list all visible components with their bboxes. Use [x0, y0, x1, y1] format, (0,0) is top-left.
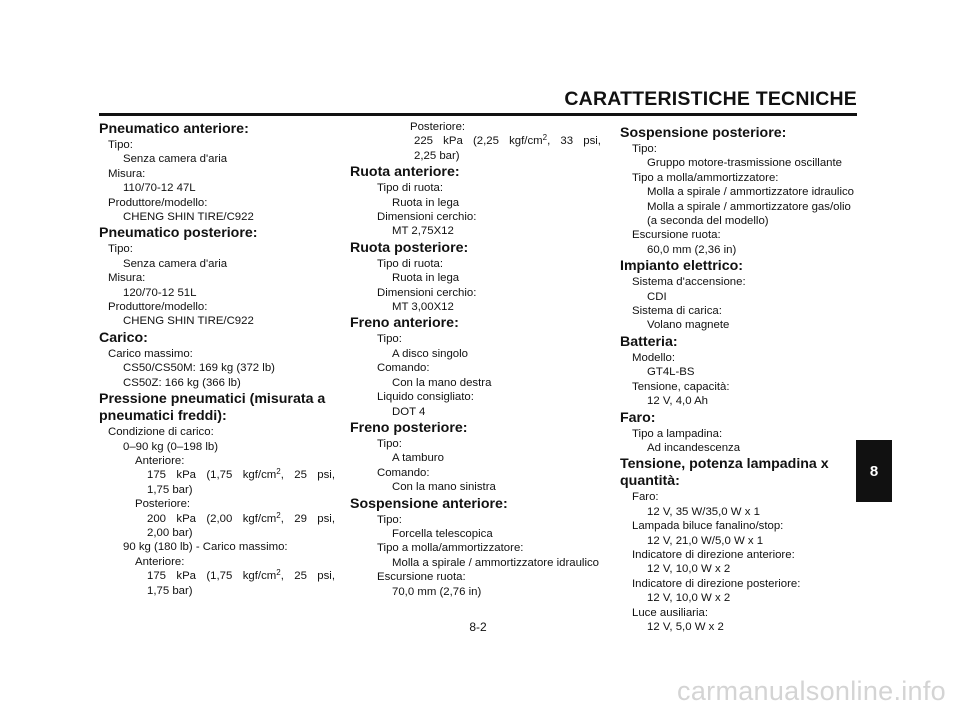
- header-rule: [99, 113, 857, 116]
- spec-value: 1,75 bar): [147, 483, 193, 496]
- spec-label: Tipo:: [377, 437, 402, 450]
- spec-label: Sistema di carica:: [632, 305, 722, 318]
- pressure-value: (1,75: [206, 469, 233, 482]
- section-heading-continued: quantità:: [620, 473, 680, 490]
- spec-label: Tipo di ruota:: [377, 257, 444, 270]
- pressure-value: (2,25: [472, 135, 499, 148]
- pressure-row: [99, 468, 349, 482]
- spec-label: Tipo:: [377, 333, 402, 346]
- section-heading: Pressione pneumatici (misurata a: [99, 391, 326, 408]
- superscript: 2: [276, 510, 281, 520]
- spec-label: Carico massimo:: [108, 347, 193, 360]
- spec-value: CHENG SHIN TIRE/C922: [123, 211, 254, 224]
- chapter-number: 8: [869, 462, 879, 480]
- spec-value: Forcella telescopica: [392, 527, 493, 540]
- spec-value: Con la mano sinistra: [392, 481, 496, 494]
- pressure-unit: kgf/cm: [242, 512, 277, 525]
- spec-value: 12 V, 10,0 W x 2: [647, 563, 731, 576]
- spec-label: Indicatore di direzione posteriore:: [632, 577, 801, 590]
- spec-label: Misura:: [108, 272, 146, 285]
- spec-value: CS50Z: 166 kg (366 lb): [123, 376, 241, 389]
- superscript: 2: [276, 467, 281, 477]
- pressure-unit: kgf/cm: [509, 135, 543, 148]
- spec-value: MT 3,00X12: [392, 301, 454, 314]
- spec-label: Escursione ruota:: [632, 229, 721, 242]
- spec-value: GT4L-BS: [647, 366, 695, 379]
- spec-value: Senza camera d'aria: [123, 257, 228, 270]
- spec-value: A tamburo: [392, 452, 444, 465]
- spec-value: 60,0 mm (2,36 in): [647, 243, 737, 256]
- spec-label: Misura:: [108, 167, 146, 180]
- pressure-row: [99, 512, 349, 526]
- section-heading: Freno anteriore:: [350, 315, 459, 332]
- section-heading: Tensione, potenza lampadina x: [620, 456, 829, 473]
- spec-label: Tipo di ruota:: [377, 182, 444, 195]
- pressure-value: 175: [147, 469, 167, 482]
- spec-value: (a seconda del modello): [647, 215, 769, 228]
- superscript: 2: [542, 133, 548, 143]
- spec-label: Tipo:: [108, 139, 133, 151]
- separator: ,: [280, 512, 284, 525]
- spec-value: 12 V, 21,0 W/5,0 W x 1: [647, 534, 764, 547]
- pressure-unit: kPa: [176, 570, 197, 583]
- section-heading: Faro:: [620, 409, 656, 426]
- spec-label: Faro:: [632, 491, 659, 504]
- page-title: CARATTERISTICHE TECNICHE: [564, 88, 857, 110]
- pressure-row: [350, 134, 600, 148]
- section-heading: Carico:: [99, 329, 148, 346]
- page-number: 8-2: [469, 620, 487, 634]
- pressure-unit: kgf/cm: [242, 469, 277, 482]
- pressure-value: 25: [294, 469, 307, 482]
- section-heading: Ruota posteriore:: [350, 239, 469, 256]
- spec-label: Comando:: [377, 362, 430, 375]
- spec-label: Escursione ruota:: [377, 571, 466, 584]
- spec-label: Tipo:: [632, 143, 657, 155]
- spec-value: 12 V, 35 W/35,0 W x 1: [647, 505, 760, 518]
- spec-label: Lampada biluce fanalino/stop:: [632, 520, 784, 533]
- spec-label: Produttore/modello:: [108, 196, 208, 209]
- spec-label: Liquido consigliato:: [377, 391, 474, 404]
- spec-column-3: [620, 124, 870, 634]
- spec-value: 110/70-12 47L: [123, 182, 196, 195]
- pressure-value: 29: [294, 512, 307, 525]
- spec-label: Indicatore di direzione anteriore:: [632, 548, 795, 561]
- spec-value: 70,0 mm (2,76 in): [392, 585, 482, 598]
- separator: ,: [280, 469, 284, 482]
- spec-value: Con la mano destra: [392, 376, 492, 389]
- section-heading: Batteria:: [620, 333, 678, 350]
- spec-label: Tensione, capacità:: [632, 380, 730, 393]
- pressure-row: [99, 569, 349, 583]
- chapter-tab[interactable]: [856, 440, 892, 502]
- pressure-unit: psi,: [317, 512, 335, 525]
- spec-value: Ruota in lega: [392, 196, 460, 209]
- pressure-unit: kgf/cm: [242, 570, 277, 583]
- superscript: 2: [276, 568, 281, 578]
- pressure-value: 33: [560, 135, 574, 148]
- spec-label: Tipo a lampadina:: [632, 427, 723, 440]
- spec-label: Condizione di carico:: [108, 426, 214, 439]
- spec-column-2: [350, 120, 600, 599]
- pressure-unit: psi,: [317, 570, 335, 583]
- section-heading: Pneumatico anteriore:: [99, 121, 249, 137]
- section-heading: Freno posteriore:: [350, 419, 468, 436]
- pressure-unit: kPa: [443, 135, 463, 148]
- spec-label: Sistema d'accensione:: [632, 276, 746, 289]
- spec-label: Modello:: [632, 351, 676, 364]
- spec-value: Gruppo motore-trasmissione oscillante: [647, 157, 842, 170]
- spec-label: Comando:: [377, 466, 430, 479]
- spec-value: CDI: [647, 290, 667, 303]
- spec-value: 1,75 bar): [147, 584, 193, 597]
- separator: ,: [280, 570, 284, 583]
- spec-value: MT 2,75X12: [392, 225, 454, 238]
- pressure-unit: kPa: [176, 512, 197, 525]
- spec-value: 0–90 kg (0–198 lb): [123, 440, 218, 453]
- spec-value: CS50/CS50M: 169 kg (372 lb): [123, 362, 275, 375]
- spec-label: Posteriore:: [135, 498, 191, 511]
- spec-value: 120/70-12 51L: [123, 286, 197, 299]
- section-heading: Pneumatico posteriore:: [99, 225, 258, 242]
- spec-label: Dimensioni cerchio:: [377, 211, 477, 224]
- spec-value: 12 V, 5,0 W x 2: [647, 620, 724, 633]
- spec-value: Senza camera d'aria: [123, 153, 228, 166]
- pressure-value: (2,00: [206, 512, 233, 525]
- spec-value: Molla a spirale / ammortizzatore idraulico: [392, 556, 600, 569]
- spec-value: Ad incandescenza: [647, 441, 741, 454]
- spec-label: Posteriore:: [410, 121, 466, 133]
- spec-value: 90 kg (180 lb) - Carico massimo:: [123, 541, 288, 554]
- spec-label: Dimensioni cerchio:: [377, 286, 477, 299]
- spec-column-1: [99, 120, 349, 598]
- pressure-unit: psi,: [583, 135, 601, 148]
- spec-value: DOT 4: [392, 405, 426, 418]
- section-heading: Sospensione anteriore:: [350, 495, 508, 512]
- spec-value: 12 V, 10,0 W x 2: [647, 592, 731, 605]
- section-heading-continued: pneumatici freddi):: [99, 408, 227, 425]
- spec-label: Anteriore:: [135, 555, 185, 568]
- pressure-value: (1,75: [206, 570, 233, 583]
- spec-value: Volano magnete: [647, 319, 730, 332]
- spec-value: CHENG SHIN TIRE/C922: [123, 315, 254, 328]
- spec-label: Tipo:: [377, 513, 402, 526]
- section-heading: Sospensione posteriore:: [620, 125, 787, 141]
- spec-label: Anteriore:: [135, 454, 185, 467]
- spec-label: Tipo a molla/ammortizzatore:: [377, 542, 524, 555]
- pressure-value: 225: [414, 135, 434, 148]
- spec-value: Molla a spirale / ammortizzatore idraulico: [647, 186, 855, 199]
- watermark: carmanualsonline.info: [677, 676, 946, 706]
- section-heading: Ruota anteriore:: [350, 164, 460, 181]
- separator: ,: [547, 135, 551, 148]
- spec-label: Tipo:: [108, 243, 133, 256]
- spec-label: Tipo a molla/ammortizzatore:: [632, 171, 779, 184]
- spec-label: Produttore/modello:: [108, 301, 208, 314]
- spec-value: Molla a spirale / ammortizzatore gas/olio: [647, 200, 851, 213]
- pressure-unit: kPa: [176, 469, 197, 482]
- pressure-value: 25: [294, 570, 307, 583]
- spec-value: 2,25 bar): [414, 149, 460, 162]
- pressure-value: 200: [147, 512, 167, 525]
- pressure-unit: psi,: [317, 469, 335, 482]
- spec-value: Ruota in lega: [392, 272, 460, 285]
- spec-value: A disco singolo: [392, 347, 468, 360]
- spec-value: 2,00 bar): [147, 526, 193, 539]
- pressure-value: 175: [147, 570, 167, 583]
- spec-label: Luce ausiliaria:: [632, 606, 708, 619]
- spec-value: 12 V, 4,0 Ah: [647, 395, 709, 408]
- section-heading: Impianto elettrico:: [620, 258, 743, 275]
